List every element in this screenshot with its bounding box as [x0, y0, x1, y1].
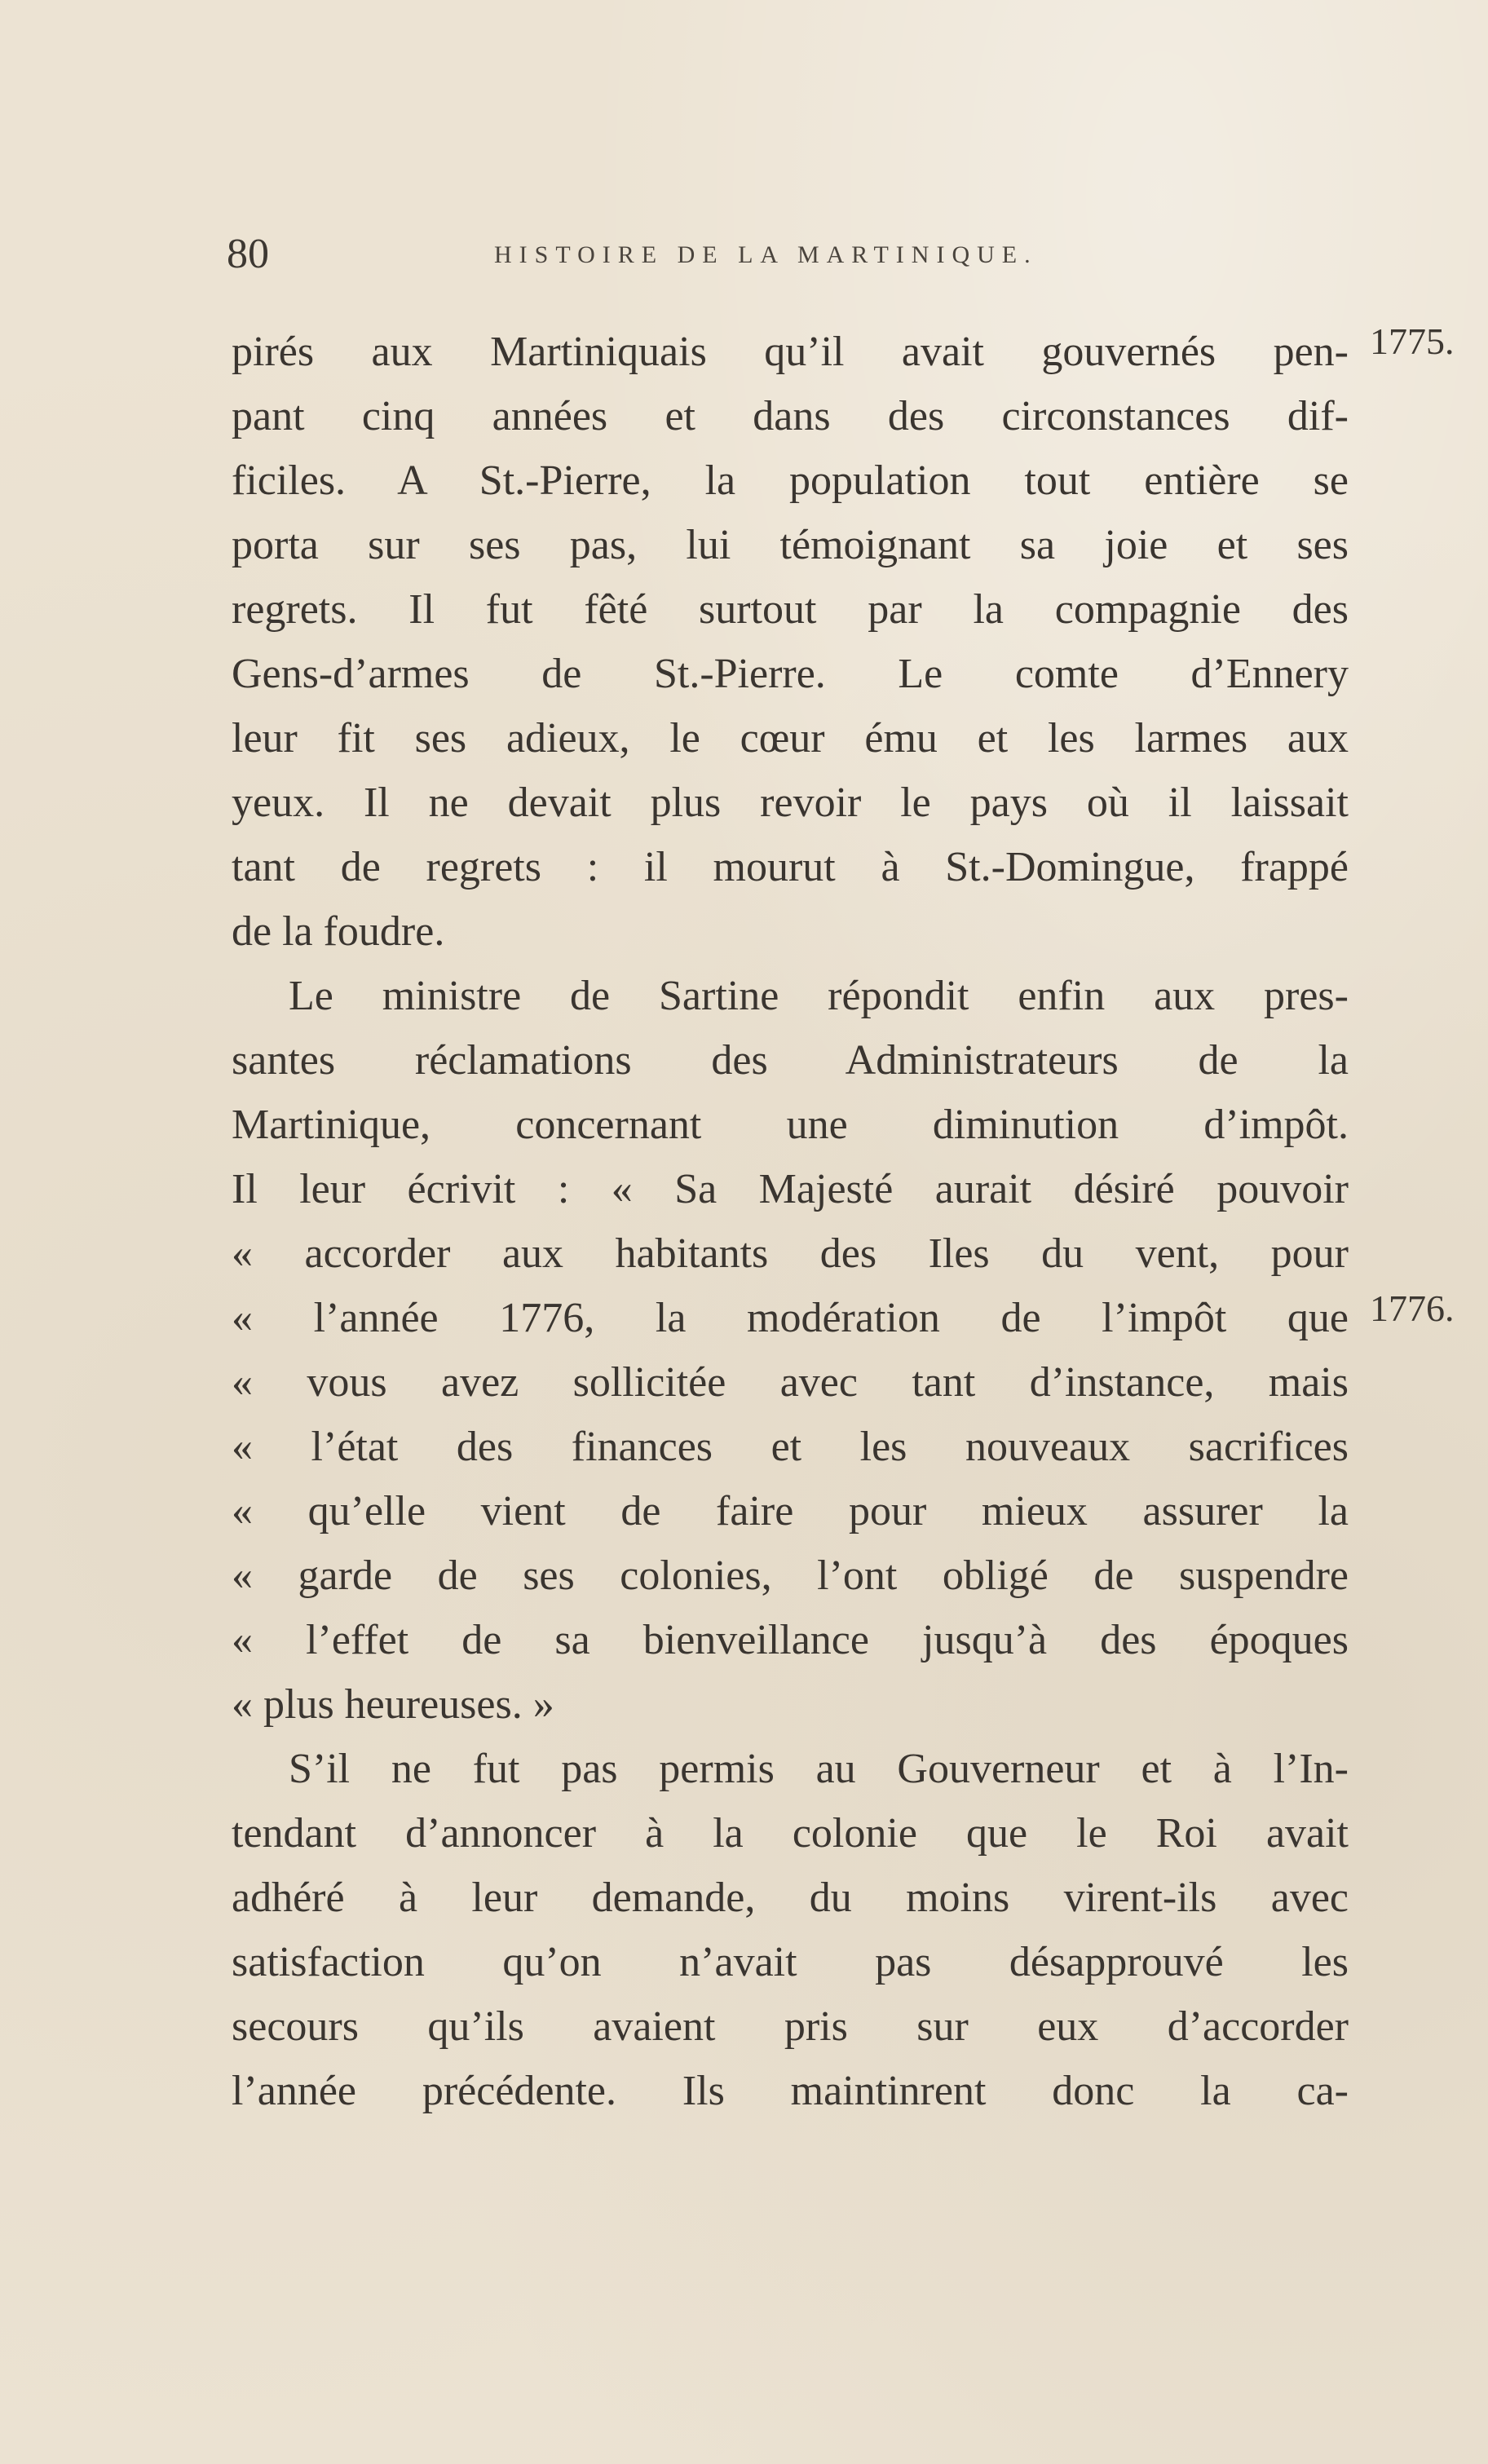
- text-line: santes réclamations des Administrateurs de la: [232, 1037, 1349, 1084]
- text-line: regrets. Il fut fêté surtout par la compagnie des: [232, 586, 1349, 633]
- running-head: HISTOIRE DE LA MARTINIQUE.: [494, 241, 1038, 268]
- text-line: « l’effet de sa bienveillance jusqu’à des époques: [232, 1617, 1349, 1663]
- page-header: [227, 230, 1352, 295]
- margin-year-note: 1775.: [1370, 320, 1455, 362]
- text-line: pant cinq années et dans des circonstances dif-: [232, 393, 1349, 439]
- text-line: Gens-d’armes de St.-Pierre. Le comte d’Ennery: [232, 651, 1349, 697]
- text-line: « accorder aux habitants des Iles du vent, pour: [232, 1230, 1349, 1277]
- text-line: yeux. Il ne devait plus revoir le pays où il laissait: [232, 779, 1349, 826]
- text-line: « l’état des finances et les nouveaux sacrifices: [232, 1424, 1349, 1470]
- text-line: de la foudre.: [232, 908, 445, 955]
- text-line: « l’année 1776, la modération de l’impôt que: [232, 1295, 1349, 1341]
- text-line: Il leur écrivit : « Sa Majesté aurait désiré pouvoir: [232, 1166, 1349, 1212]
- text-line: « garde de ses colonies, l’ont obligé de suspendre: [232, 1552, 1349, 1599]
- text-line: Le ministre de Sartine répondit enfin aux pres-: [289, 973, 1349, 1019]
- text-line: « plus heureuses. »: [232, 1681, 554, 1728]
- page-number: 80: [227, 231, 269, 277]
- text-line: pirés aux Martiniquais qu’il avait gouvernés pen-: [232, 329, 1349, 375]
- text-line: satisfaction qu’on n’avait pas désapprouvé les: [232, 1939, 1349, 1985]
- text-line: adhéré à leur demande, du moins virent-ils avec: [232, 1874, 1349, 1921]
- text-line: tant de regrets : il mourut à St.-Domingue, frappé: [232, 844, 1349, 890]
- margin-year-note: 1776.: [1370, 1287, 1455, 1329]
- text-line: S’il ne fut pas permis au Gouverneur et à l’In-: [289, 1746, 1349, 1792]
- text-line: ficiles. A St.-Pierre, la population tout entière se: [232, 457, 1349, 504]
- text-line: « qu’elle vient de faire pour mieux assurer la: [232, 1488, 1349, 1534]
- text-line: secours qu’ils avaient pris sur eux d’accorder: [232, 2003, 1349, 2050]
- body-text: [232, 320, 1349, 2123]
- text-line: « vous avez sollicitée avec tant d’instance, mais: [232, 1359, 1349, 1406]
- text-line: leur fit ses adieux, le cœur ému et les larmes aux: [232, 715, 1349, 762]
- text-line: porta sur ses pas, lui témoignant sa joie et ses: [232, 522, 1349, 568]
- text-line: l’année précédente. Ils maintinrent donc la ca-: [232, 2068, 1349, 2114]
- text-line: Martinique, concernant une diminution d’impôt.: [232, 1102, 1349, 1148]
- text-line: tendant d’annoncer à la colonie que le Roi avait: [232, 1810, 1349, 1857]
